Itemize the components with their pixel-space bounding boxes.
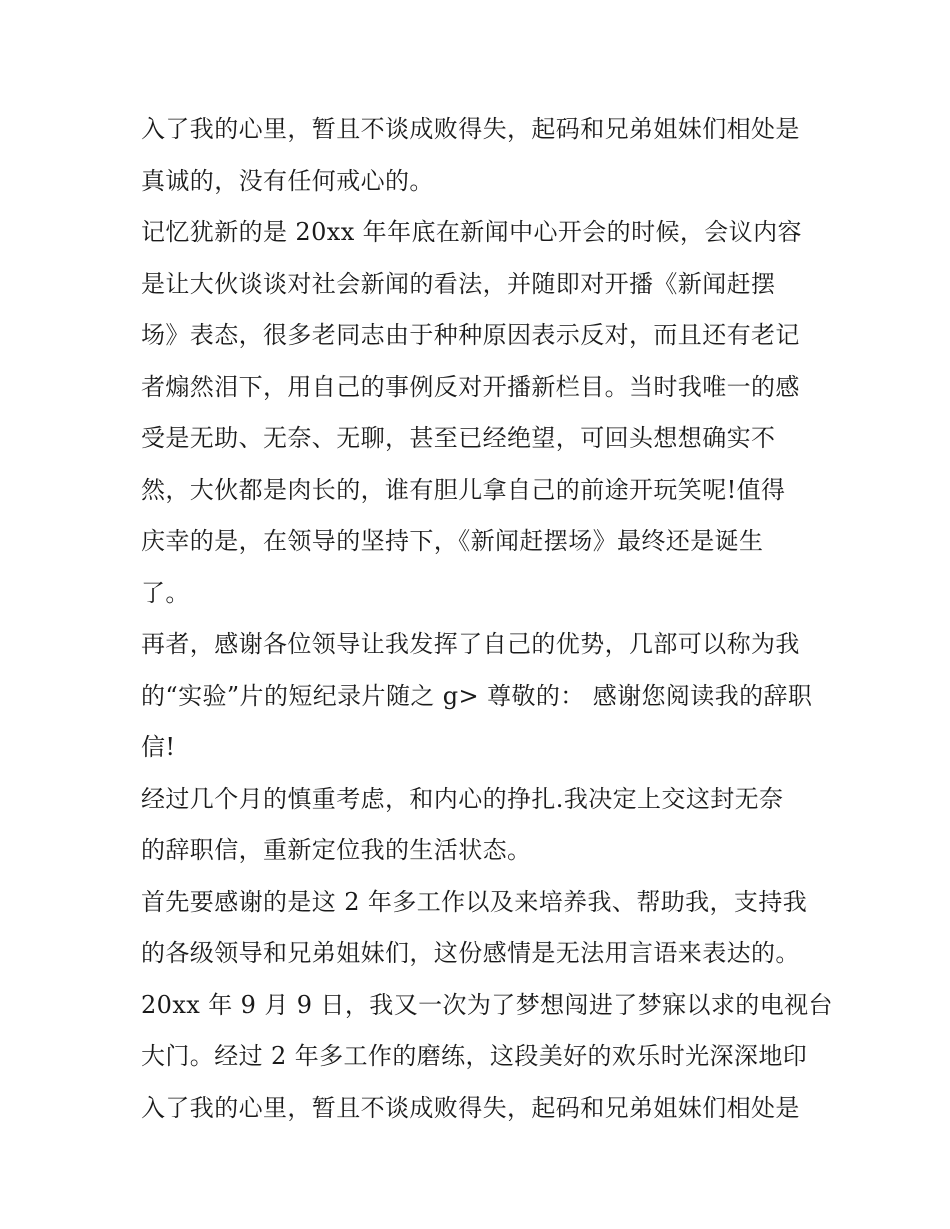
- text-line: 的各级领导和兄弟姐妹们，这份感情是无法用言语来表达的。: [141, 939, 800, 967]
- text-line: 20xx 年 9 月 9 日，我又一次为了梦想闯进了梦寐以求的电视台: [141, 990, 833, 1019]
- text-line: 受是无助、无奈、无聊，甚至已经绝望，可回头想想确实不: [141, 424, 776, 452]
- text-line: 经过几个月的慎重考虑，和内心的挣扎.我决定上交这封无奈: [141, 784, 784, 813]
- text-line: 然，大伙都是肉长的，谁有胆儿拿自己的前途开玩笑呢!值得: [141, 475, 786, 504]
- text-line: 信!: [141, 733, 176, 761]
- text-line: 入了我的心里，暂且不谈成败得失，起码和兄弟姐妹们相处是: [141, 115, 800, 143]
- text-line: 庆幸的是，在领导的坚持下，《新闻赶摆场》最终还是诞生: [141, 527, 764, 555]
- text-line: 真诚的，没有任何戒心的。: [141, 166, 434, 195]
- body-text: [141, 104, 833, 1134]
- text-line: 大门。经过 2 年多工作的磨练，这段美好的欢乐时光深深地印: [141, 1042, 808, 1070]
- text-line: 再者，感谢各位领导让我发挥了自己的优势，几部可以称为我: [141, 630, 800, 658]
- text-line: 首先要感谢的是这 2 年多工作以及来培养我、帮助我，支持我: [141, 887, 808, 916]
- text-line: 场》表态，很多老同志由于种种原因表示反对，而且还有老记: [141, 321, 800, 349]
- text-line: 入了我的心里，暂且不谈成败得失，起码和兄弟姐妹们相处是: [141, 1093, 800, 1122]
- text-line: 是让大伙谈谈对社会新闻的看法，并随即对开播《新闻赶摆: [141, 269, 776, 298]
- text-line: 的“实验”片的短纪录片随之 g> 尊敬的： 感谢您阅读我的辞职: [141, 681, 813, 710]
- text-line: 记忆犹新的是 20xx 年年底在新闻中心开会的时候，会议内容: [141, 218, 802, 246]
- text-line: 的辞职信，重新定位我的生活状态。: [141, 836, 532, 864]
- text-line: 了。: [141, 578, 190, 607]
- text-line: 者煽然泪下，用自己的事例反对开播新栏目。当时我唯一的感: [141, 372, 800, 401]
